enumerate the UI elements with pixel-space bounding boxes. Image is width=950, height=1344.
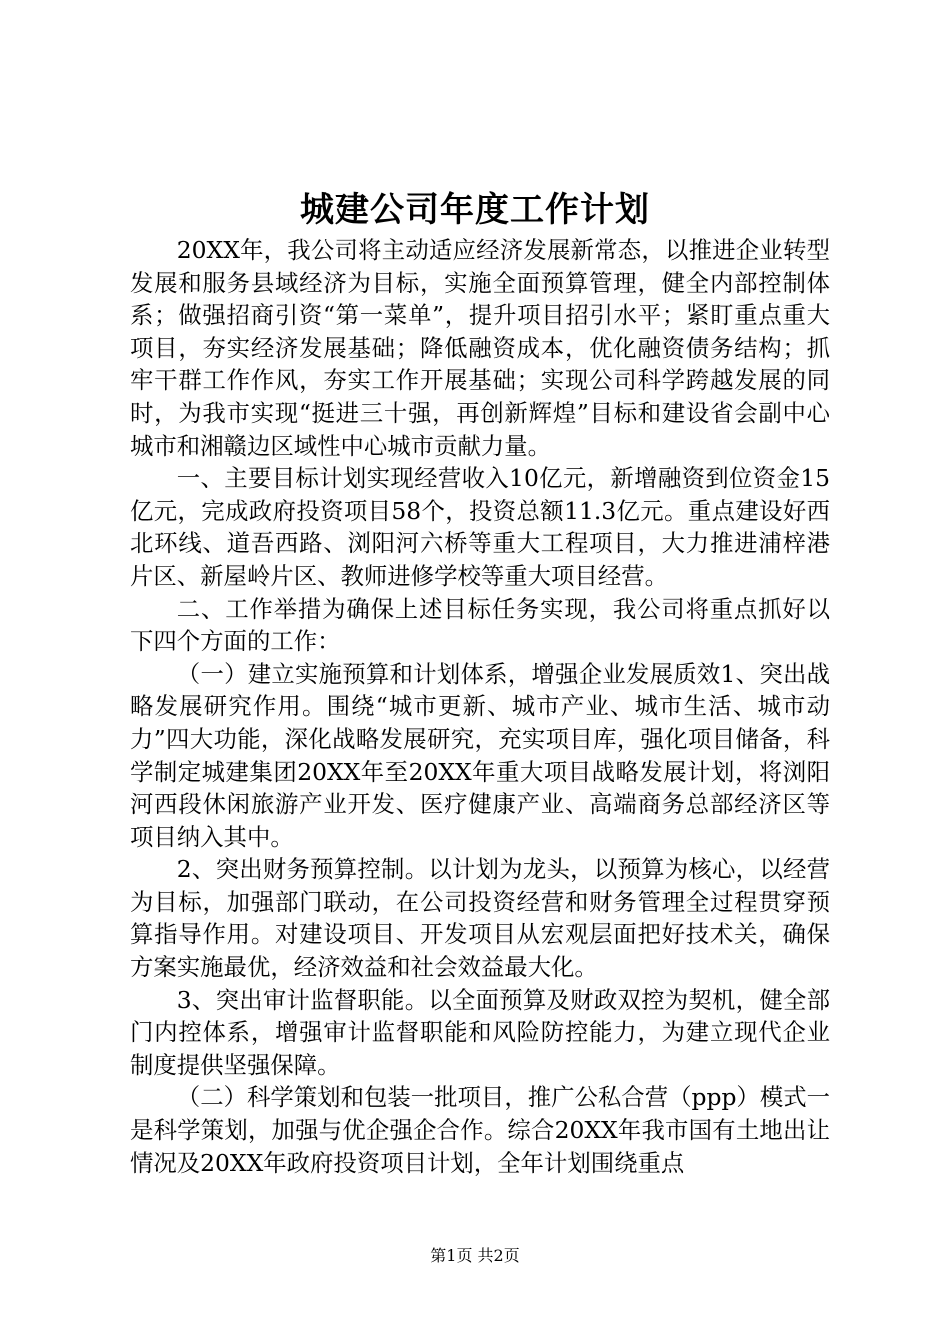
- document-body: [130, 234, 830, 1179]
- paragraph-section-one: （一）建立实施预算和计划体系，增强企业发展质效1、突出战略发展研究作用。围绕“城市更新、城市产业、城市生活、城市动力”四大功能，深化战略发展研究，充实项目库，强化项目储备，科学制定城建集团20XX年至20XX年重大项目战略发展计划，将浏阳河西段休闲旅游产业开发、医疗健康产业、高端商务总部经济区等项目纳入其中。: [130, 659, 830, 851]
- paragraph-work-measures: 二、工作举措为确保上述目标任务实现，我公司将重点抓好以下四个方面的工作：: [130, 594, 830, 656]
- paragraph-main-targets: 一、主要目标计划实现经营收入10亿元，新增融资到位资金15亿元，完成政府投资项目58个，投资总额11.3亿元。重点建设好西北环线、道吾西路、浏阳河六桥等重大工程项目，大力推进浦梓港片区、新屋岭片区、教师进修学校等重大项目经营。: [130, 464, 830, 590]
- paragraph-section-two: （二）科学策划和包装一批项目，推广公私合营（ppp）模式一是科学策划，加强与优企强企合作。综合20XX年我市国有土地出让情况及20XX年政府投资项目计划，全年计划围绕重点: [130, 1083, 830, 1177]
- page-number-footer: 第1页 共2页: [430, 1246, 520, 1265]
- document-title: 城建公司年度工作计划: [300, 190, 650, 230]
- paragraph-item-three: 3、突出审计监督职能。以全面预算及财政双控为契机，健全部门内控体系，增强审计监督职能和风险防控能力，为建立现代企业制度提供坚强保障。: [130, 985, 830, 1079]
- paragraph-intro: 20XX年，我公司将主动适应经济发展新常态，以推进企业转型发展和服务县域经济为目标，实施全面预算管理，健全内部控制体系；做强招商引资“第一菜单”，提升项目招引水平；紧盯重点重大项目，夯实经济发展基础；降低融资成本，优化融资债务结构；抓牢干群工作作风，夯实工作开展基础；实现公司科学跨越发展的同时，为我市实现“挺进三十强，再创新辉煌”目标和建设省会副中心城市和湘赣边区域性中心城市贡献力量。: [130, 236, 830, 460]
- paragraph-item-two: 2、突出财务预算控制。以计划为龙头，以预算为核心，以经营为目标，加强部门联动，在公司投资经营和财务管理全过程贯穿预算指导作用。对建设项目、开发项目从宏观层面把好技术关，确保方案实施最优，经济效益和社会效益最大化。: [130, 855, 830, 982]
